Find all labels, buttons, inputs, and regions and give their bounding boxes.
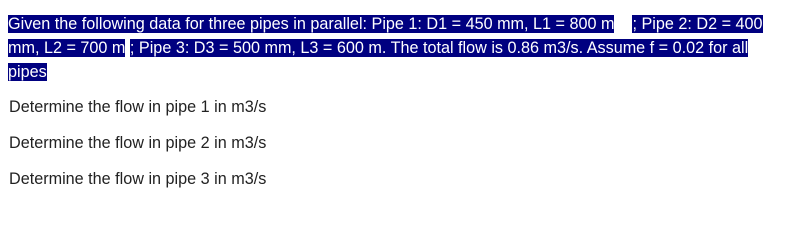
problem-statement xyxy=(8,12,780,84)
problem-text-part-3: ; Pipe 3: D3 = 500 mm, L3 = 600 m. The total flow is 0.86 m3/s. Assume f = 0.02 for all pipes xyxy=(8,39,749,81)
problem-text-part-1: Given the following data for three pipes in parallel: Pipe 1: D1 = 450 mm, L1 = 800 m xyxy=(8,15,615,33)
question-pipe-3: Determine the flow in pipe 3 in m3/s xyxy=(9,170,267,188)
question-pipe-1: Determine the flow in pipe 1 in m3/s xyxy=(9,98,267,116)
question-pipe-2: Determine the flow in pipe 2 in m3/s xyxy=(9,134,267,152)
problem-text-part-2: ; Pipe 2: D2 = 400 mm, L2 = 700 m xyxy=(8,15,763,57)
